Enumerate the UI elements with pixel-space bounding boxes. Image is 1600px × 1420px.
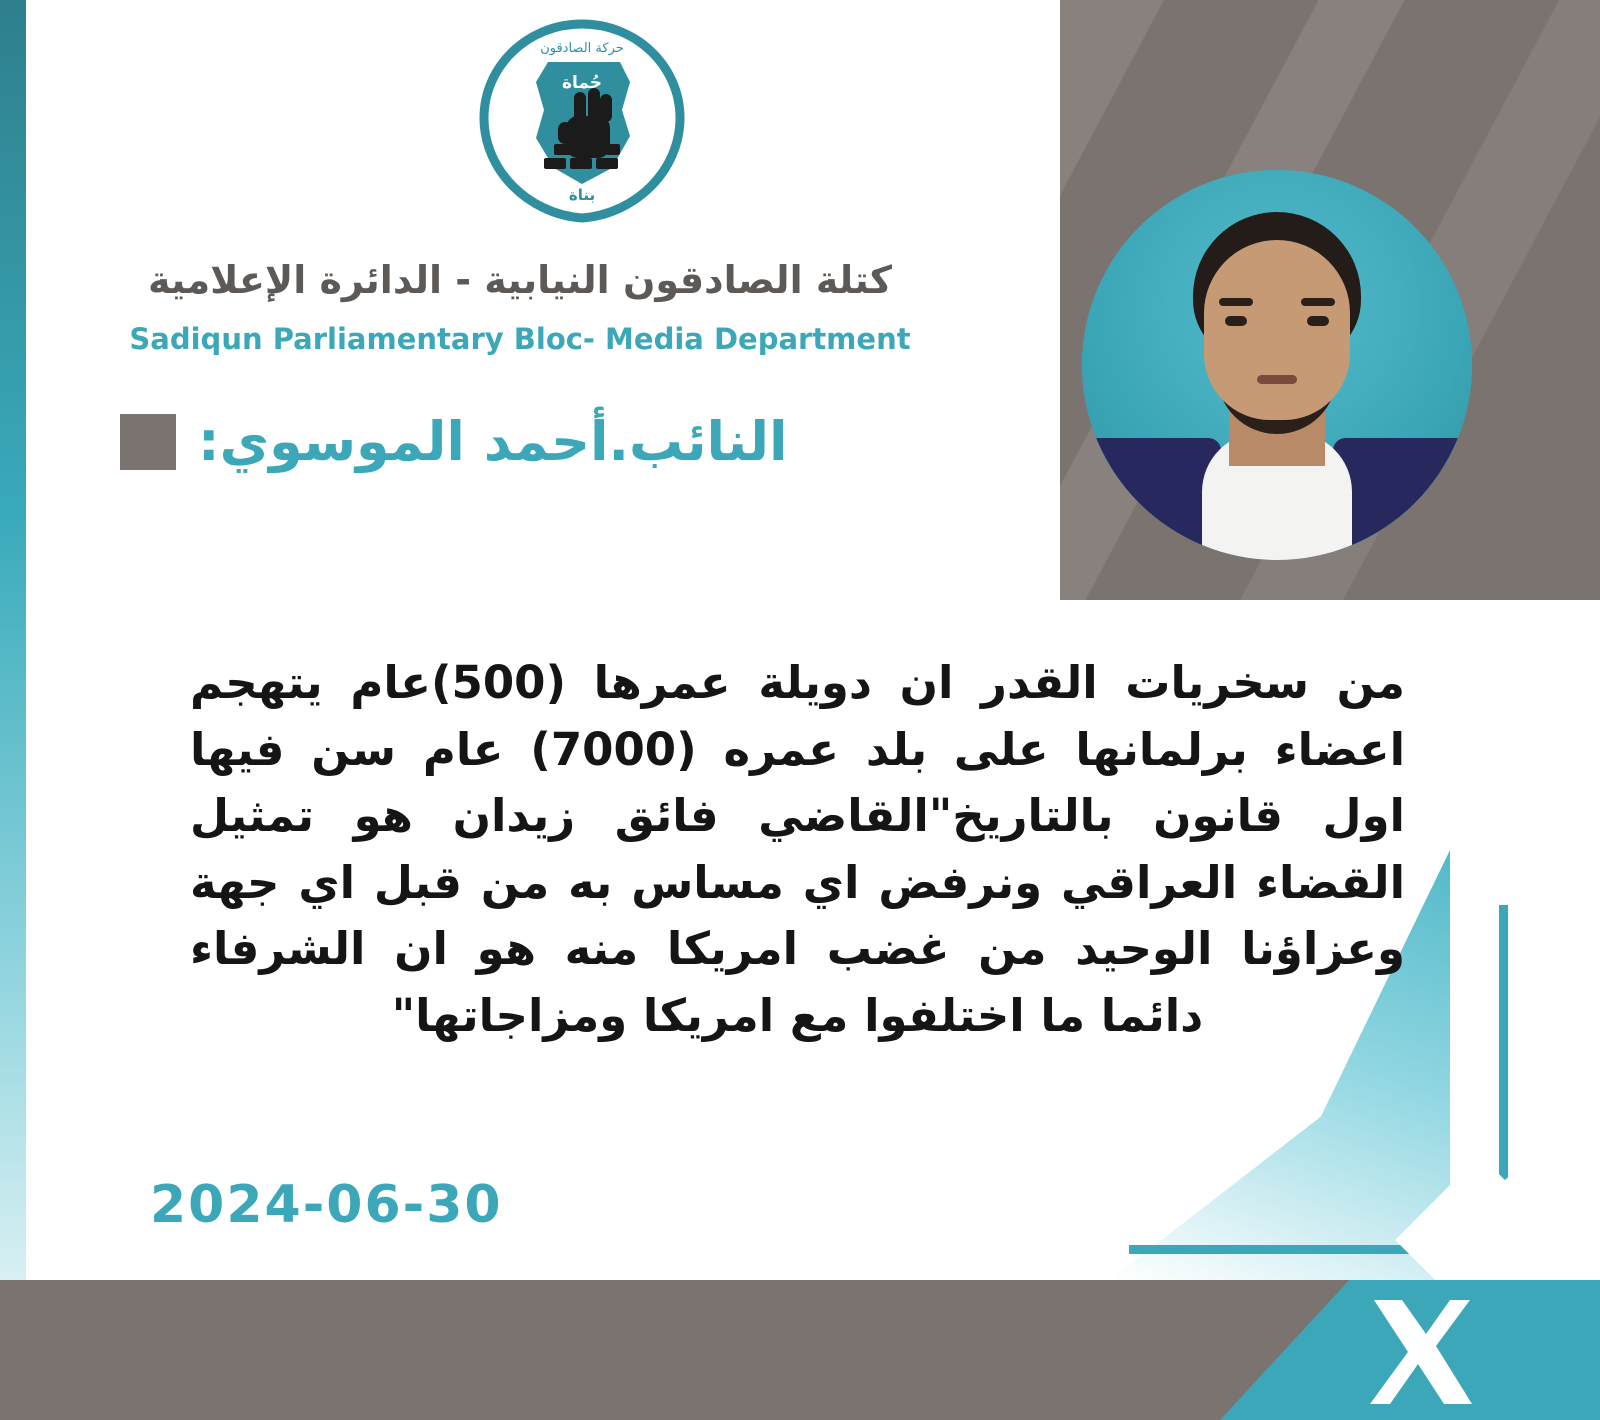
sadiqun-movement-logo-icon — [470, 18, 695, 228]
speaker-portrait-photo — [1082, 170, 1472, 560]
svg-text:حُماة: حُماة — [561, 73, 603, 93]
x-twitter-icon[interactable] — [1362, 1292, 1482, 1412]
footer-bar — [0, 1280, 1600, 1420]
organization-name-english: Sadiqun Parliamentary Bloc- Media Department — [129, 322, 911, 356]
square-bullet-icon — [120, 414, 176, 470]
left-teal-accent-bar — [0, 0, 26, 1285]
left-white-gap — [26, 0, 86, 1285]
svg-text:حركة الصادقون: حركة الصادقون — [540, 41, 624, 56]
speaker-line — [120, 412, 960, 471]
svg-text:بناة: بناة — [568, 186, 596, 204]
statement-date: 2024-06-30 — [150, 1175, 503, 1235]
organization-name-arabic: كتلة الصادقون النيابية - الدائرة الإعلامية — [148, 258, 892, 302]
speaker-name: النائب.أحمد الموسوي: — [198, 410, 788, 473]
statement-text: من سخريات القدر ان دويلة عمرها (500)عام يتهجم اعضاء برلمانها على بلد عمره (7000) عام سن فيها اول قانون بالتاريخ"القاضي فائق زيدان هو تمثيل القضاء العراقي ونرفض اي مساس به من قبل اي جهة وعزاؤنا الوحيد من غضب امريكا منه هو ان الشرفاء دائما ما اختلفوا مع امريكا ومزاجاتها" — [190, 656, 1405, 1042]
